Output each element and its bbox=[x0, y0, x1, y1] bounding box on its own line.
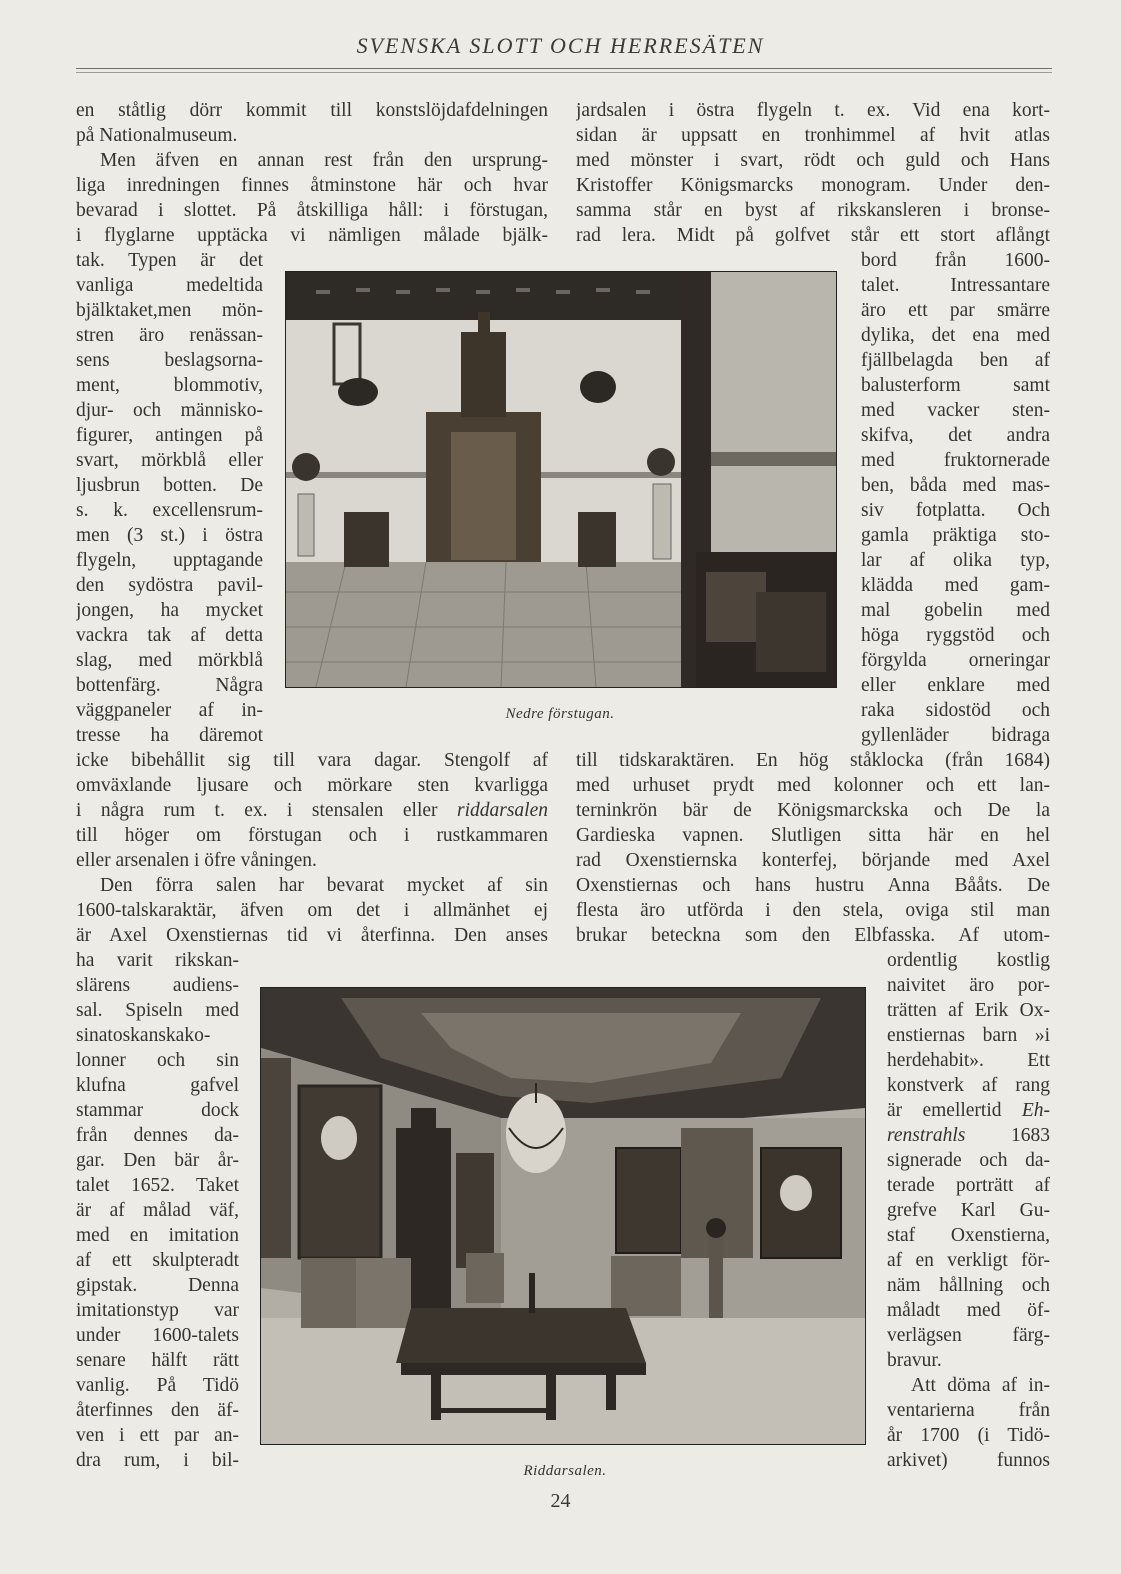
left-line: vanliga medeltida bbox=[76, 275, 263, 296]
left-line: med en imitation bbox=[76, 1225, 239, 1246]
right-line: herdehabit». Ett bbox=[887, 1050, 1050, 1071]
left-line bbox=[76, 798, 548, 823]
right-line: förgylda orneringar bbox=[861, 650, 1050, 671]
left-line: slag, med mörkblå bbox=[76, 650, 263, 671]
left-line: gipstak. Denna bbox=[76, 1275, 239, 1296]
left-line: återfinnes den äf- bbox=[76, 1400, 239, 1421]
left-line: vackra tak af detta bbox=[76, 625, 263, 646]
left-line: 1600-talskaraktär, äfven om det i allmänhet ej bbox=[76, 900, 548, 921]
left-line: s. k. excellensrum- bbox=[76, 500, 263, 521]
right-line: äro ett par smärre bbox=[861, 300, 1050, 321]
left-line: omväxlande ljusare och mörkare sten kvarligga bbox=[76, 775, 548, 796]
right-line: med fruktornerade bbox=[861, 450, 1050, 471]
right-line bbox=[887, 1123, 1050, 1148]
right-line: konstverk af rang bbox=[887, 1075, 1050, 1096]
left-line: tresse ha däremot bbox=[76, 725, 263, 746]
italic-ehrenstrahl-1: Eh- bbox=[1021, 1100, 1050, 1121]
right-line: dylika, det ena med bbox=[861, 325, 1050, 346]
left-line: stammar dock bbox=[76, 1100, 239, 1121]
photo-nedre-forstugan bbox=[285, 271, 837, 688]
italic-ehrenstrahl-2: renstrahls bbox=[887, 1125, 966, 1146]
left-line: ment, blommotiv, bbox=[76, 375, 263, 396]
right-line: siv fotplatta. Och bbox=[861, 500, 1050, 521]
left-line: vanlig. På Tidö bbox=[76, 1375, 239, 1396]
right-line: ventarierna från bbox=[887, 1400, 1050, 1421]
right-line: af en verkligt för- bbox=[887, 1250, 1050, 1271]
right-line: eller enklare med bbox=[861, 675, 1050, 696]
right-line: terninkrön bär de Königsmarckska och De la bbox=[576, 800, 1050, 821]
left-line: talet 1652. Taket bbox=[76, 1175, 239, 1196]
right-line: grefve Karl Gu- bbox=[887, 1200, 1050, 1221]
left-line: stren äro renässan- bbox=[76, 325, 263, 346]
left-line: eller arsenalen i öfre våningen. bbox=[76, 850, 317, 871]
right-line: enstiernas barn »i bbox=[887, 1025, 1050, 1046]
left-line: imitationstyp var bbox=[76, 1300, 239, 1321]
right-line: med mönster i svart, rödt och guld och Hans bbox=[576, 150, 1050, 171]
right-line-text: 1683 bbox=[1011, 1125, 1050, 1146]
left-line: i flyglarne upptäcka vi nämligen målade bjälk- bbox=[76, 225, 548, 246]
photo-hall-illustration bbox=[261, 988, 865, 1444]
right-line: med vacker sten- bbox=[861, 400, 1050, 421]
left-line: ljusbrun botten. De bbox=[76, 475, 263, 496]
right-line: verlägsen färg- bbox=[887, 1325, 1050, 1346]
right-line bbox=[887, 1098, 1050, 1123]
right-line: år 1700 (i Tidö- bbox=[887, 1425, 1050, 1446]
right-line: arkivet) funnos bbox=[887, 1450, 1050, 1471]
left-line: flygeln, upptagande bbox=[76, 550, 263, 571]
left-line: sinatoskanskako- bbox=[76, 1025, 211, 1046]
right-line: raka sidostöd och bbox=[861, 700, 1050, 721]
left-line: af ett skulpteradt bbox=[76, 1250, 239, 1271]
caption-nedre-forstugan: Nedre förstugan. bbox=[505, 706, 615, 722]
right-line: gyllenläder bidraga bbox=[861, 725, 1050, 746]
left-line: på Nationalmuseum. bbox=[76, 125, 238, 146]
right-line: signerade och da- bbox=[887, 1150, 1050, 1171]
left-line: jongen, ha mycket bbox=[76, 600, 263, 621]
page-number: 24 bbox=[550, 1490, 571, 1512]
left-line: men (3 st.) i östra bbox=[76, 525, 263, 546]
right-line: ordentlig kostlig bbox=[887, 950, 1050, 971]
left-line: en ståtlig dörr kommit till konstslöjdafdelningen bbox=[76, 100, 548, 121]
right-line: skifva, det andra bbox=[861, 425, 1050, 446]
right-line: flesta äro utförda i den stela, oviga stil man bbox=[576, 900, 1050, 921]
right-line: med urhuset prydt med kolonner och ett lan- bbox=[576, 775, 1050, 796]
right-line: ben, båda med mas- bbox=[861, 475, 1050, 496]
left-line: icke bibehållit sig till vara dagar. Stengolf af bbox=[76, 750, 548, 771]
right-line: talet. Intressantare bbox=[861, 275, 1050, 296]
left-line: figurer, antingen på bbox=[76, 425, 263, 446]
right-line: till tidskaraktären. En hög ståklocka (från 1684) bbox=[576, 750, 1050, 771]
running-header: SVENSKA SLOTT OCH HERRESÄTEN bbox=[356, 33, 765, 58]
right-line: näm hållning och bbox=[887, 1275, 1050, 1296]
right-line: naivitet äro por- bbox=[887, 975, 1050, 996]
left-line: den sydöstra pavil- bbox=[76, 575, 263, 596]
right-line: terade porträtt af bbox=[887, 1175, 1050, 1196]
right-line: måladt med öf- bbox=[887, 1300, 1050, 1321]
right-line: balusterform samt bbox=[861, 375, 1050, 396]
left-line: senare hälft rätt bbox=[76, 1350, 239, 1371]
right-line: sidan är uppsatt en tronhimmel af hvit atlas bbox=[576, 125, 1050, 146]
right-line: mal gobelin med bbox=[861, 600, 1050, 621]
right-line: fjällbelagda ben af bbox=[861, 350, 1050, 371]
photo-riddarsalen bbox=[260, 987, 866, 1445]
left-line: liga inredningen finnes åtminstone här och hvar bbox=[76, 175, 548, 196]
left-line: väggpaneler af in- bbox=[76, 700, 263, 721]
right-line: klädda med gam- bbox=[861, 575, 1050, 596]
right-line: bord från 1600- bbox=[861, 250, 1050, 271]
left-line: till höger om förstugan och i rustkammaren bbox=[76, 825, 548, 846]
left-line-text: i några rum t. ex. i stensalen eller bbox=[76, 800, 438, 821]
left-line: slärens audiens- bbox=[76, 975, 239, 996]
left-line: gar. Den bär år- bbox=[76, 1150, 239, 1171]
right-line: bravur. bbox=[887, 1350, 942, 1371]
right-line: höga ryggstöd och bbox=[861, 625, 1050, 646]
left-line: Den förra salen har bevarat mycket af sin bbox=[100, 875, 548, 896]
left-line: tak. Typen är det bbox=[76, 250, 263, 271]
right-line: Oxenstiernas och hans hustru Anna Bååts. De bbox=[576, 875, 1050, 896]
left-line: sens beslagsorna- bbox=[76, 350, 263, 371]
right-line: rad lera. Midt på golfvet står ett stort aflångt bbox=[576, 225, 1050, 246]
italic-riddarsalen: riddarsalen bbox=[456, 800, 548, 821]
right-line: lar af olika typ, bbox=[861, 550, 1050, 571]
left-line: djur- och människo- bbox=[76, 400, 263, 421]
right-line: brukar beteckna som den Elbfasska. Af utom- bbox=[576, 925, 1050, 946]
right-line: trätten af Erik Ox- bbox=[887, 1000, 1050, 1021]
right-line: samma står en byst af rikskansleren i bronse- bbox=[576, 200, 1050, 221]
left-line: klufna gafvel bbox=[76, 1075, 239, 1096]
photo-hall-illustration bbox=[286, 272, 836, 687]
right-line: jardsalen i östra flygeln t. ex. Vid ena kort- bbox=[576, 100, 1050, 121]
right-line: Gardieska vapnen. Slutligen sitta här en hel bbox=[576, 825, 1050, 846]
left-line: bjälktaket,men mön- bbox=[76, 300, 263, 321]
left-line: bevarad i slottet. På åtskilliga håll: i förstugan, bbox=[76, 200, 548, 221]
right-line: gamla präktiga sto- bbox=[861, 525, 1050, 546]
caption-riddarsalen: Riddarsalen. bbox=[523, 1463, 607, 1479]
right-line: rad Oxenstiernska konterfej, börjande med Axel bbox=[576, 850, 1050, 871]
right-line: Att döma af in- bbox=[911, 1375, 1050, 1396]
left-line: är Axel Oxenstiernas tid vi återfinna. Den anses bbox=[76, 925, 548, 946]
left-line: från dennes da- bbox=[76, 1125, 239, 1146]
right-line: Kristoffer Königsmarcks monogram. Under den- bbox=[576, 175, 1050, 196]
left-line: är af målad väf, bbox=[76, 1200, 239, 1221]
left-line: under 1600-talets bbox=[76, 1325, 239, 1346]
header-rule-thin bbox=[76, 72, 1052, 73]
left-line: svart, mörkblå eller bbox=[76, 450, 263, 471]
left-line: sal. Spiseln med bbox=[76, 1000, 239, 1021]
left-line: ven i ett par an- bbox=[76, 1425, 239, 1446]
left-line: ha varit rikskan- bbox=[76, 950, 239, 971]
right-line: staf Oxenstierna, bbox=[887, 1225, 1050, 1246]
header-rule bbox=[76, 68, 1052, 69]
left-line: dra rum, i bil- bbox=[76, 1450, 239, 1471]
left-line: bottenfärg. Några bbox=[76, 675, 263, 696]
right-line-text: är emellertid bbox=[887, 1100, 1002, 1121]
left-line: lonner och sin bbox=[76, 1050, 239, 1071]
left-line: Men äfven en annan rest från den ursprung- bbox=[100, 150, 548, 171]
